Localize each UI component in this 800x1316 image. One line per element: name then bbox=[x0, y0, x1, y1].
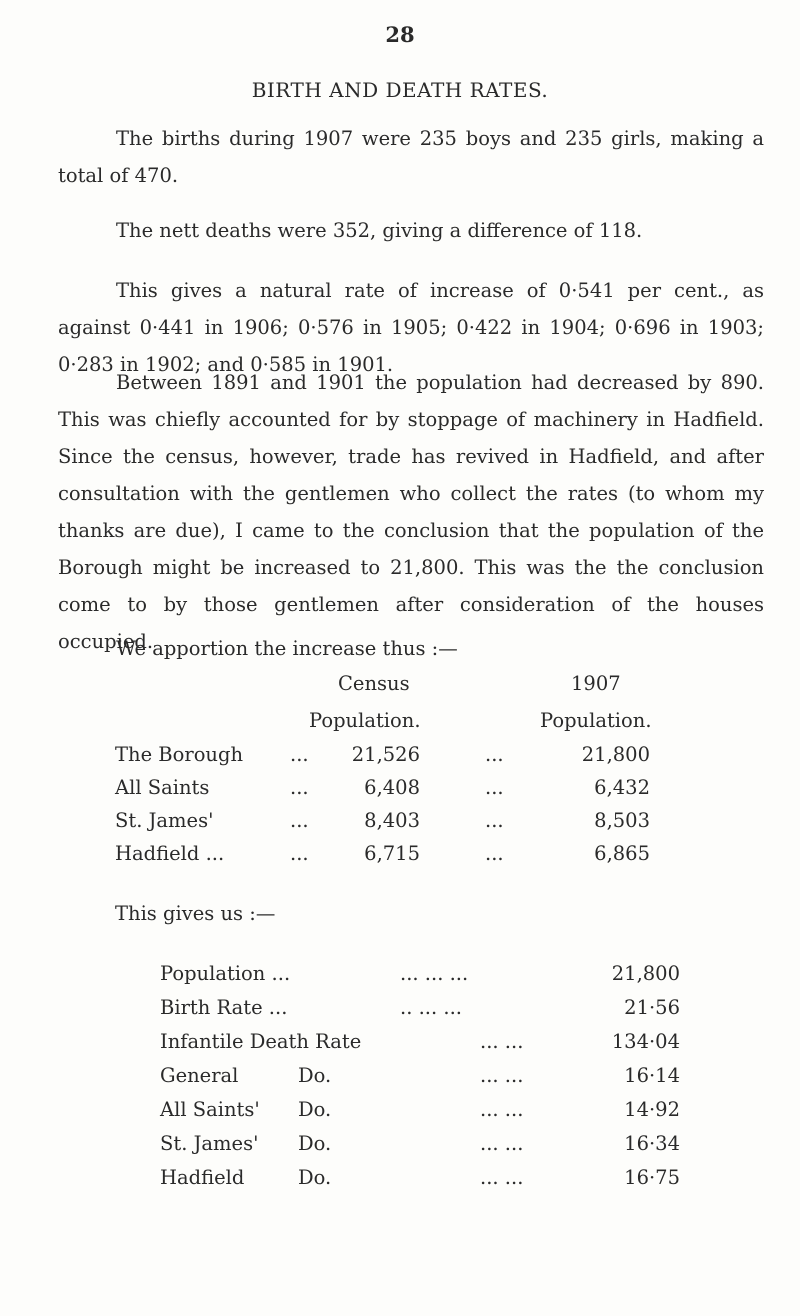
rates-row-label: St. James' bbox=[160, 1132, 259, 1155]
table-row-1907: 8,503 bbox=[594, 809, 650, 832]
table-row-dots: ... bbox=[485, 776, 504, 799]
rates-row-ditto: Do. bbox=[298, 1132, 332, 1155]
table-row-label: Hadfield ... bbox=[115, 842, 225, 865]
table-row-dots: ... bbox=[290, 842, 309, 865]
table-row-dots: ... bbox=[485, 743, 504, 766]
rates-row-label: All Saints' bbox=[160, 1098, 260, 1121]
page-number: 28 bbox=[385, 22, 415, 47]
year-1907-header-line1: 1907 bbox=[571, 672, 621, 695]
paragraph-apportion: We apportion the increase thus :— bbox=[116, 637, 458, 660]
rates-row-ditto: Do. bbox=[298, 1064, 332, 1087]
table-row-dots: ... bbox=[290, 776, 309, 799]
page-heading: BIRTH AND DEATH RATES. bbox=[251, 78, 549, 102]
rates-row-label: General bbox=[160, 1064, 239, 1087]
rates-row-value: 134·04 bbox=[611, 1030, 680, 1053]
rates-row-dots: ... ... bbox=[480, 1064, 524, 1087]
rates-row-label: Infantile Death Rate bbox=[160, 1030, 362, 1053]
rates-row-dots: .. ... ... bbox=[400, 996, 462, 1019]
paragraph-births: The births during 1907 were 235 boys and 235 girls, making a total of 470. bbox=[58, 127, 764, 187]
table-row-1907: 6,865 bbox=[594, 842, 650, 865]
rates-row-label: Population ... bbox=[160, 962, 291, 985]
rates-row-dots: ... ... bbox=[480, 1030, 524, 1053]
rates-row-value: 16·14 bbox=[624, 1064, 680, 1087]
rates-row-dots: ... ... bbox=[480, 1098, 524, 1121]
rates-row-ditto: Do. bbox=[298, 1098, 332, 1121]
census-header-line2: Population. bbox=[309, 709, 421, 732]
rates-row-value: 14·92 bbox=[624, 1098, 680, 1121]
rates-row-ditto: Do. bbox=[298, 1166, 332, 1189]
rates-row-value: 21·56 bbox=[624, 996, 680, 1019]
rates-row-label: Birth Rate ... bbox=[160, 996, 288, 1019]
table-row-label: All Saints bbox=[115, 776, 210, 799]
table-row-census: 8,403 bbox=[364, 809, 420, 832]
rates-row-dots: ... ... ... bbox=[400, 962, 469, 985]
rates-row-value: 21,800 bbox=[611, 962, 680, 985]
table-row-1907: 21,800 bbox=[581, 743, 650, 766]
paragraph-population: Between 1891 and 1901 the population had decreased by 890. This was chiefly accounted for by stoppage of machinery in Hadfield. Since the census, however, trade has revived in Hadfield, and after consultation with the gentlemen who collect the rates (to whom my thanks are due), I came to the conclusion that the population of the Borough might be increased to 21,800. This was the the conclusion come to by those gentlemen after consideration of the houses occupied. bbox=[58, 371, 764, 653]
rates-row-value: 16·75 bbox=[624, 1166, 680, 1189]
gives-us-label: This gives us :— bbox=[115, 902, 276, 925]
paragraph-natural-increase: This gives a natural rate of increase of 0·541 per cent., as against 0·441 in 1906; 0·576 in 1905; 0·422 in 1904; 0·696 in 1903; 0·283 in 1902; and 0·585 in 1901. bbox=[58, 279, 764, 376]
paragraph-deaths: The nett deaths were 352, giving a difference of 118. bbox=[116, 219, 643, 242]
rates-row-dots: ... ... bbox=[480, 1166, 524, 1189]
census-header-line1: Census bbox=[338, 672, 410, 695]
table-row-label: St. James' bbox=[115, 809, 214, 832]
table-row-dots: ... bbox=[485, 842, 504, 865]
year-1907-header-line2: Population. bbox=[540, 709, 652, 732]
table-row-dots: ... bbox=[290, 743, 309, 766]
table-row-census: 21,526 bbox=[351, 743, 420, 766]
rates-row-label: Hadfield bbox=[160, 1166, 245, 1189]
table-row-census: 6,715 bbox=[364, 842, 420, 865]
table-row-dots: ... bbox=[485, 809, 504, 832]
table-row-dots: ... bbox=[290, 809, 309, 832]
table-row-1907: 6,432 bbox=[594, 776, 650, 799]
table-row-label: The Borough bbox=[115, 743, 244, 766]
rates-row-dots: ... ... bbox=[480, 1132, 524, 1155]
rates-row-value: 16·34 bbox=[624, 1132, 680, 1155]
table-row-census: 6,408 bbox=[364, 776, 420, 799]
